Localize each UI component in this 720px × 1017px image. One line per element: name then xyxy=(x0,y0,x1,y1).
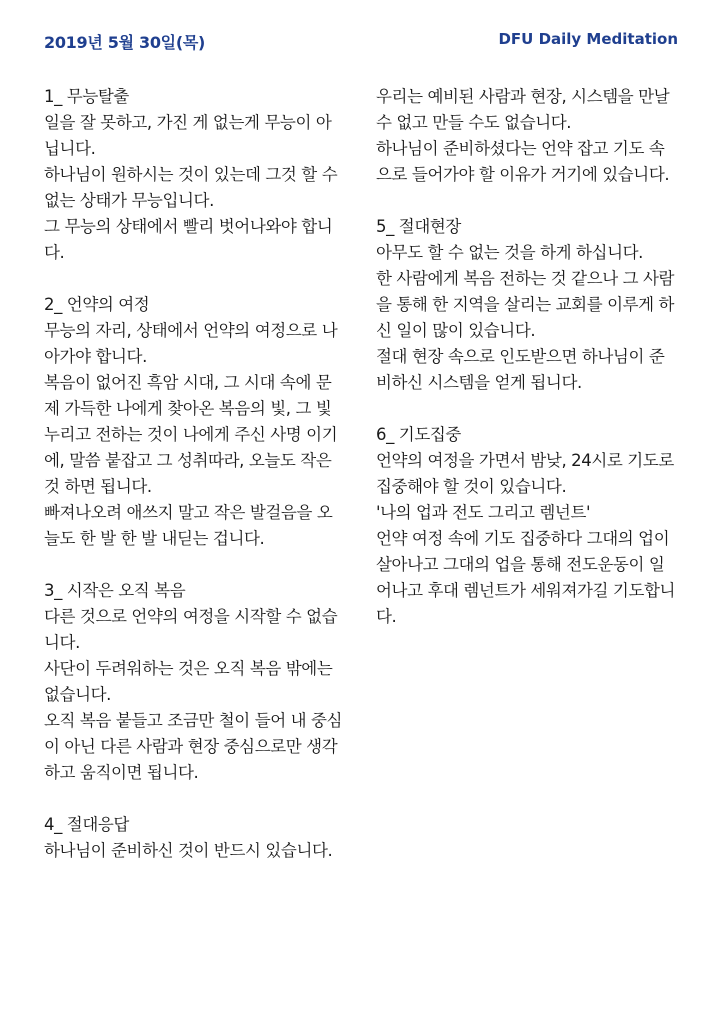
section-paragraph: 일을 잘 못하고, 가진 게 없는게 무능이 아닙니다. xyxy=(44,113,332,158)
right-column xyxy=(376,84,676,656)
section-paragraph: 절대 현장 속으로 인도받으면 하나님이 준비하신 시스템을 얻게 됩니다. xyxy=(376,347,665,392)
section-paragraph: 하나님이 준비하셨다는 언약 잡고 기도 속으로 들어가야 할 이유가 거기에 있습니다. xyxy=(376,139,670,184)
header-title: DFU Daily Meditation xyxy=(498,30,678,48)
section-paragraph: 언약 여정 속에 기도 집중하다 그대의 업이 살아나고 그대의 업을 통해 전도운동이 일어나고 후대 렘넌트가 세워져가길 기도합니다. xyxy=(376,529,676,626)
section-paragraph: 다른 것으로 언약의 여정을 시작할 수 없습니다. xyxy=(44,607,338,652)
left-column xyxy=(44,84,344,890)
section-6 xyxy=(376,422,676,630)
section-paragraph: 그 무능의 상태에서 빨리 벗어나와야 합니다. xyxy=(44,217,333,262)
page-header xyxy=(44,30,678,56)
section-heading: 4_ 절대응답 xyxy=(44,815,129,834)
section-paragraph: 언약의 여정을 가면서 밤낮, 24시로 기도로 집중해야 할 것이 있습니다. xyxy=(376,451,674,496)
header-date: 2019년 5월 30일(목) xyxy=(44,33,206,52)
section-4-continued xyxy=(376,84,676,188)
section-heading: 3_ 시작은 오직 복음 xyxy=(44,581,186,600)
section-paragraph: 하나님이 준비하신 것이 반드시 있습니다. xyxy=(44,841,333,860)
section-heading: 1_ 무능탈출 xyxy=(44,87,129,106)
section-paragraph: '나의 업과 전도 그리고 렘넌트' xyxy=(376,503,591,522)
section-paragraph: 한 사람에게 복음 전하는 것 같으나 그 사람을 통해 한 지역을 살리는 교회를 이루게 하신 일이 많이 있습니다. xyxy=(376,269,675,340)
section-paragraph: 오직 복음 붙들고 조금만 철이 들어 내 중심이 아닌 다른 사람과 현장 중심으로만 생각하고 움직이면 됩니다. xyxy=(44,711,343,782)
section-heading: 5_ 절대현장 xyxy=(376,217,461,236)
section-1 xyxy=(44,84,344,266)
section-heading: 2_ 언약의 여정 xyxy=(44,295,150,314)
section-paragraph: 우리는 예비된 사람과 현장, 시스템을 만날 수 없고 만들 수도 없습니다. xyxy=(376,87,670,132)
section-heading: 6_ 기도집중 xyxy=(376,425,461,444)
section-paragraph: 빠져나오려 애쓰지 말고 작은 발걸음을 오늘도 한 발 한 발 내딛는 겁니다. xyxy=(44,503,333,548)
section-paragraph: 아무도 할 수 없는 것을 하게 하십니다. xyxy=(376,243,643,262)
section-3 xyxy=(44,578,344,786)
section-4 xyxy=(44,812,344,864)
section-paragraph: 사단이 두려워하는 것은 오직 복음 밖에는 없습니다. xyxy=(44,659,333,704)
section-2 xyxy=(44,292,344,552)
section-paragraph: 하나님이 원하시는 것이 있는데 그것 할 수 없는 상태가 무능입니다. xyxy=(44,165,338,210)
section-5 xyxy=(376,214,676,396)
section-paragraph: 복음이 없어진 흑암 시대, 그 시대 속에 문제 가득한 나에게 찾아온 복음의 빛, 그 빛 누리고 전하는 것이 나에게 주신 사명 이기에, 말씀 붙잡고 그 성취따라, 오늘도 작은 것 하면 됩니다. xyxy=(44,373,338,496)
section-paragraph: 무능의 자리, 상태에서 언약의 여정으로 나아가야 합니다. xyxy=(44,321,338,366)
